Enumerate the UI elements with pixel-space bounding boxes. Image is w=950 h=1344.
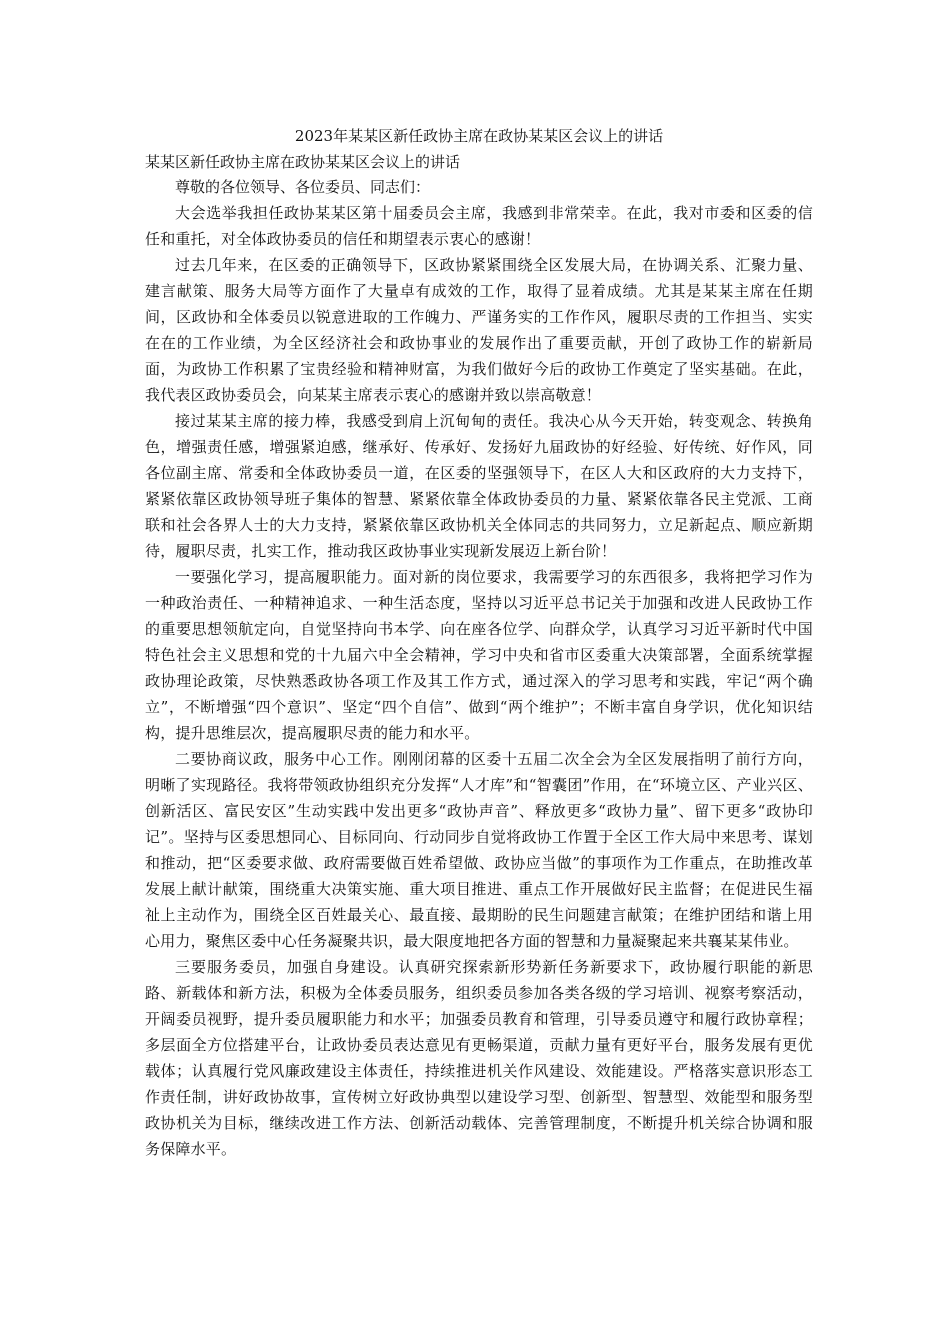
paragraph-3: 接过某某主席的接力棒，我感受到肩上沉甸甸的责任。我决心从今天开始，转变观念、转换角色，增强责任感，增强紧迫感，继承好、传承好、发扬好九届政协的好经验、好传统、好作风，同各位副主席、常委和全体政协委员一道，在区委的坚强领导下，在区人大和区政府的大力支持下，紧紧依靠区政协领导班子集体的智慧、紧紧依靠全体政协委员的力量、紧紧依靠各民主党派、工商联和社会各界人士的大力支持，紧紧依靠区政协机关全体同志的共同努力，立足新起点、顺应新期待，履职尽责，扎实工作，推动我区政协事业实现新发展迈上新台阶！ (145, 412, 813, 560)
document-subtitle: 某某区新任政协主席在政协某某区会议上的讲话 (145, 153, 461, 171)
document-title: 2023年某某区新任政协主席在政协某某区会议上的讲话 (294, 127, 664, 145)
paragraph-5: 二要协商议政，服务中心工作。刚刚闭幕的区委十五届二次全会为全区发展指明了前行方向，明晰了实现路径。我将带领政协组织充分发挥“人才库”和“智囊团”作用，在“环境立区、产业兴区、创新活区、富民安区”生动实践中发出更多“政协声音”、释放更多“政协力量”、留下更多“政协印记”。坚持与区委思想同心、目标同向、行动同步自觉将政协工作置于全区工作大局中来思考、谋划和推动，把“区委要求做、政府需要做百姓希望做、政协应当做”的事项作为工作重点，在助推改革发展上献计献策，围绕重大决策实施、重大项目推进、重点工作开展做好民主监督；在促进民生福祉上主动作为，围绕全区百姓最关心、最直接、最期盼的民生问题建言献策；在维护团结和谐上用心用力，聚焦区委中心任务凝聚共识，最大限度地把各方面的智慧和力量凝聚起来共襄某某伟业。 (145, 750, 813, 950)
paragraph-2: 过去几年来，在区委的正确领导下，区政协紧紧围绕全区发展大局，在协调关系、汇聚力量、建言献策、服务大局等方面作了大量卓有成效的工作，取得了显着成绩。尤其是某某主席在任期间，区政协和全体委员以锐意进取的工作魄力、严谨务实的工作作风，履职尽责的工作担当、实实在在的工作业绩，为全区经济社会和政协事业的发展作出了重要贡献，开创了政协工作的崭新局面，为政协工作积累了宝贵经验和精神财富，为我们做好今后的政协工作奠定了坚实基础。在此，我代表区政协委员会，向某某主席表示衷心的感谢并致以崇高敬意！ (145, 256, 813, 404)
document-page (145, 124, 813, 1162)
paragraph-6: 三要服务委员，加强自身建设。认真研究探索新形势新任务新要求下，政协履行职能的新思路、新载体和新方法，积极为全体委员服务，组织委员参加各类各级的学习培训、视察考察活动，开阔委员视野，提升委员履职能力和水平；加强委员教育和管理，引导委员遵守和履行政协章程；多层面全方位搭建平台，让政协委员表达意见有更畅渠道，贡献力量有更好平台，服务发展有更优载体；认真履行党风廉政建设主体责任，持续推进机关作风建设、效能建设。严格落实意识形态工作责任制，讲好政协故事，宣传树立好政协典型以建设学习型、创新型、智慧型、效能型和服务型政协机关为目标，继续改进工作方法、创新活动载体、完善管理制度，不断提升机关综合协调和服务保障水平。 (145, 958, 813, 1158)
paragraph-4: 一要强化学习，提高履职能力。面对新的岗位要求，我需要学习的东西很多，我将把学习作为一种政治责任、一种精神追求、一种生活态度，坚持以习近平总书记关于加强和改进人民政协工作的重要思想领航定向，自觉坚持向书本学、向在座各位学、向群众学，认真学习习近平新时代中国特色社会主义思想和党的十九届六中全会精神，学习中央和省市区委重大决策部署，全面系统掌握政协理论政策，尽快熟悉政协各项工作及其工作方式，通过深入的学习思考和实践，牢记“两个确立”，不断增强“四个意识”、坚定“四个自信”、做到“两个维护”；不断丰富自身学识，优化知识结构，提升思维层次，提高履职尽责的能力和水平。 (145, 568, 813, 742)
greeting: 尊敬的各位领导、各位委员、同志们： (175, 178, 431, 196)
paragraph-1: 大会选举我担任政协某某区第十届委员会主席，我感到非常荣幸。在此，我对市委和区委的信任和重托，对全体政协委员的信任和期望表示衷心的感谢！ (145, 204, 813, 248)
